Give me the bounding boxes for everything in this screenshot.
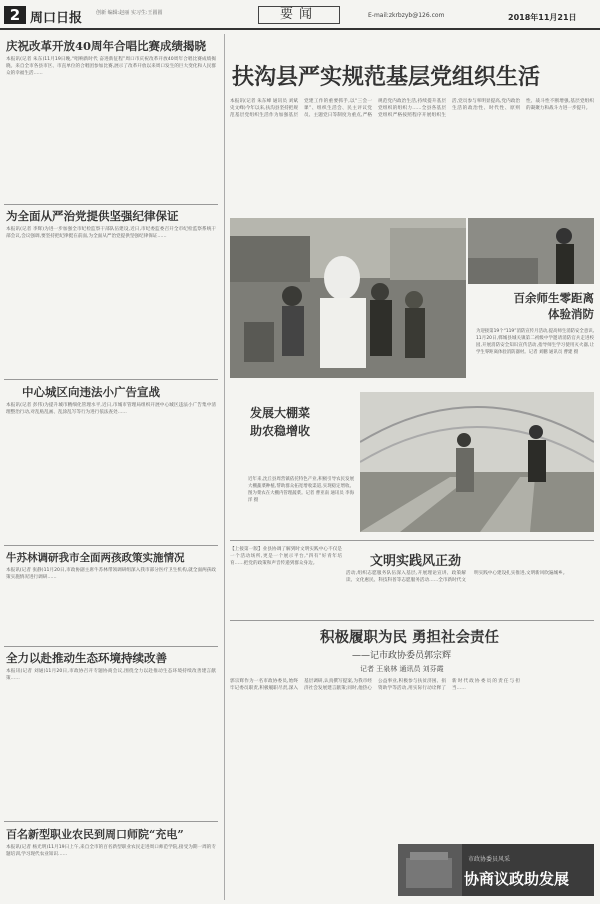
article-discipline: 本报讯(记者 李辉)为进一步加强全市纪检监察干部队伍建设,近日,市纪委监委召开全市纪检监察系统干部会议,会议强调,要坚持把纪律挺在前面,为全面从严治党提供坚强纪律保证…… bbox=[6, 227, 216, 240]
column-divider bbox=[224, 34, 225, 900]
feature-subheadline: ——记市政协委员郭宗辉 bbox=[352, 651, 452, 661]
article-two-child: 本报讯(记者 张静)11月20日,市政协副主席牛苏林带领调研组深入我市部分医疗卫生机构,就全面两孩政策实施情况进行调研…… bbox=[6, 568, 216, 581]
fire-drill-title: 百余师生零距离体验消防 bbox=[513, 291, 594, 321]
contact-email: E-mail:zkrbzyb@126.com bbox=[368, 12, 445, 19]
cppcc-banner bbox=[398, 844, 594, 896]
civilization-article: 活动,组织志愿服务队伍深入基层,开展理论宣讲、政策解读、文化惠民、科技科普等志愿服务活动……全市新时代文明实践中心建设扎实推进,文明新风吹遍城乡。 bbox=[346, 571, 568, 584]
section-title: 要闻 bbox=[258, 6, 340, 24]
headline-ads: 中心城区向违法小广告宣战 bbox=[22, 385, 160, 399]
headline-ecology: 全力以赴推动生态环境持续改善 bbox=[6, 651, 167, 665]
fire-drill-caption: 为迎接第19个“119”消防宣传月活动,提高师生消防安全意识,11月20日,郸城县城关镇第二初级中学邀请消防官兵走进校园,开展消防安全知识宣传活动,指导师生学习使用灭火器,让学生零距离体验消防器材。记者 刘鹏 通讯员 曹建 摄 bbox=[476, 329, 594, 355]
divider bbox=[4, 646, 218, 647]
divider bbox=[230, 540, 594, 541]
greenhouse-title: 发展大棚菜 助农稳增收 bbox=[250, 406, 311, 438]
greenhouse-photo bbox=[360, 392, 594, 532]
headline-chorus: 庆祝改革开放40周年合唱比赛成绩揭晓 bbox=[6, 39, 207, 53]
divider bbox=[230, 620, 594, 621]
divider bbox=[4, 204, 218, 205]
civilization-headline: 文明实践风正劲 bbox=[370, 554, 462, 569]
headline-discipline: 为全面从严治党提供坚强纪律保证 bbox=[6, 209, 179, 223]
fire-drill-photo bbox=[230, 218, 466, 378]
article-ecology: 本报讯(记者 刘通)11月20日,市政协召开专题协商会议,围绕全力以赴推动生态环境持续改善建言献策…… bbox=[6, 669, 216, 682]
divider bbox=[4, 545, 218, 546]
left-column bbox=[0, 34, 222, 900]
page-number: 2 bbox=[4, 6, 26, 24]
continued-article: 【上接第一版】业县协调了解到时文明实践中心不仅是一个活动场所,更是一个展示平台,“四有”好青年培育……把党的政策和声音传递到群众身边。 bbox=[230, 547, 342, 567]
editor-info: 创新 编辑:赵丽 实习生:王圆圆 bbox=[96, 10, 163, 16]
feature-article: 郭宗辉作为一名市政协委员,始终牢记委员职责,积极履职尽责,深入基层调研,认真撰写提案,为我市经济社会发展建言献策;同时,他热心公益事业,积极参与扶贫济困、捐资助学等活动,用实际行动诠释了新时代政协委员的责任与担当…… bbox=[230, 679, 520, 692]
banner-title: 协商议政助发展 bbox=[464, 870, 570, 888]
issue-date: 2018年11月21日 bbox=[508, 13, 577, 22]
divider bbox=[4, 821, 218, 822]
banner-subtitle: 市政协委员风采 bbox=[468, 856, 511, 863]
feature-headline: 积极履职为民 勇担社会责任 bbox=[320, 629, 500, 646]
main-headline: 扶沟县严实规范基层党组织生活 bbox=[232, 64, 541, 90]
fire-drill-photo-inset bbox=[468, 218, 594, 284]
newspaper-name: 周口日报 bbox=[30, 11, 83, 26]
article-ads: 本报讯(记者 彭伟)为提升城市精细化管理水平,近日,市城市管理局组织开展中心城区违法小广告集中清理整治行动,对乱贴乱画、乱涂乱写等行为进行依法查处…… bbox=[6, 403, 216, 416]
greenhouse-caption: 近年来,沈丘县周营镇依托特色产业,积极引导农民发展大棚蔬菜种植,帮助群众拓宽增收渠道,实现稳定增收。图为菜农在大棚内管理蔬菜。记者 曹亚南 通讯员 李海洋 摄 bbox=[248, 477, 354, 503]
main-article-body: 本报讯(记者 朱东峰 通讯员 刘斌 史文峰)今年以来,扶沟县坚持把规范基层党组织生活作为加强基层党建工作的重要抓手,以“三会一课”、组织生活会、民主评议党员、主题党日等制度为重点,严格规范党内政治生活,持续提升基层党组织的组织力……全县各基层党组织严格按照程序开展组织生活,党员参与率明显提高,党内政治生活的政治性、时代性、原则性、战斗性不断增强,基层党组织的凝聚力和战斗力进一步提升。 bbox=[230, 99, 594, 119]
feature-byline: 记者 王泉林 通讯员 刘芬霞 bbox=[360, 665, 444, 673]
divider bbox=[4, 379, 218, 380]
headline-farmers: 百名新型职业农民到周口师院“充电” bbox=[6, 828, 184, 841]
headline-two-child: 牛苏林调研我市全面两孩政策实施情况 bbox=[6, 552, 185, 564]
article-farmers: 本报讯(记者 杨光明)11月19日上午,来自全市的百名新型职业农民走进周口师范学院,接受为期一周的专题培训,学习现代农业知识…… bbox=[6, 845, 216, 858]
article-chorus: 本报讯(记者 朱东)11月19日晚,“唱响新时代 奋进新征程”周口市庆祝改革开放40周年合唱比赛成绩揭晓。来自全市各县市区、市直单位的合唱团参加比赛,展示了改革开放以来周口发生的巨大变化和人民群众的幸福生活…… bbox=[6, 57, 216, 77]
